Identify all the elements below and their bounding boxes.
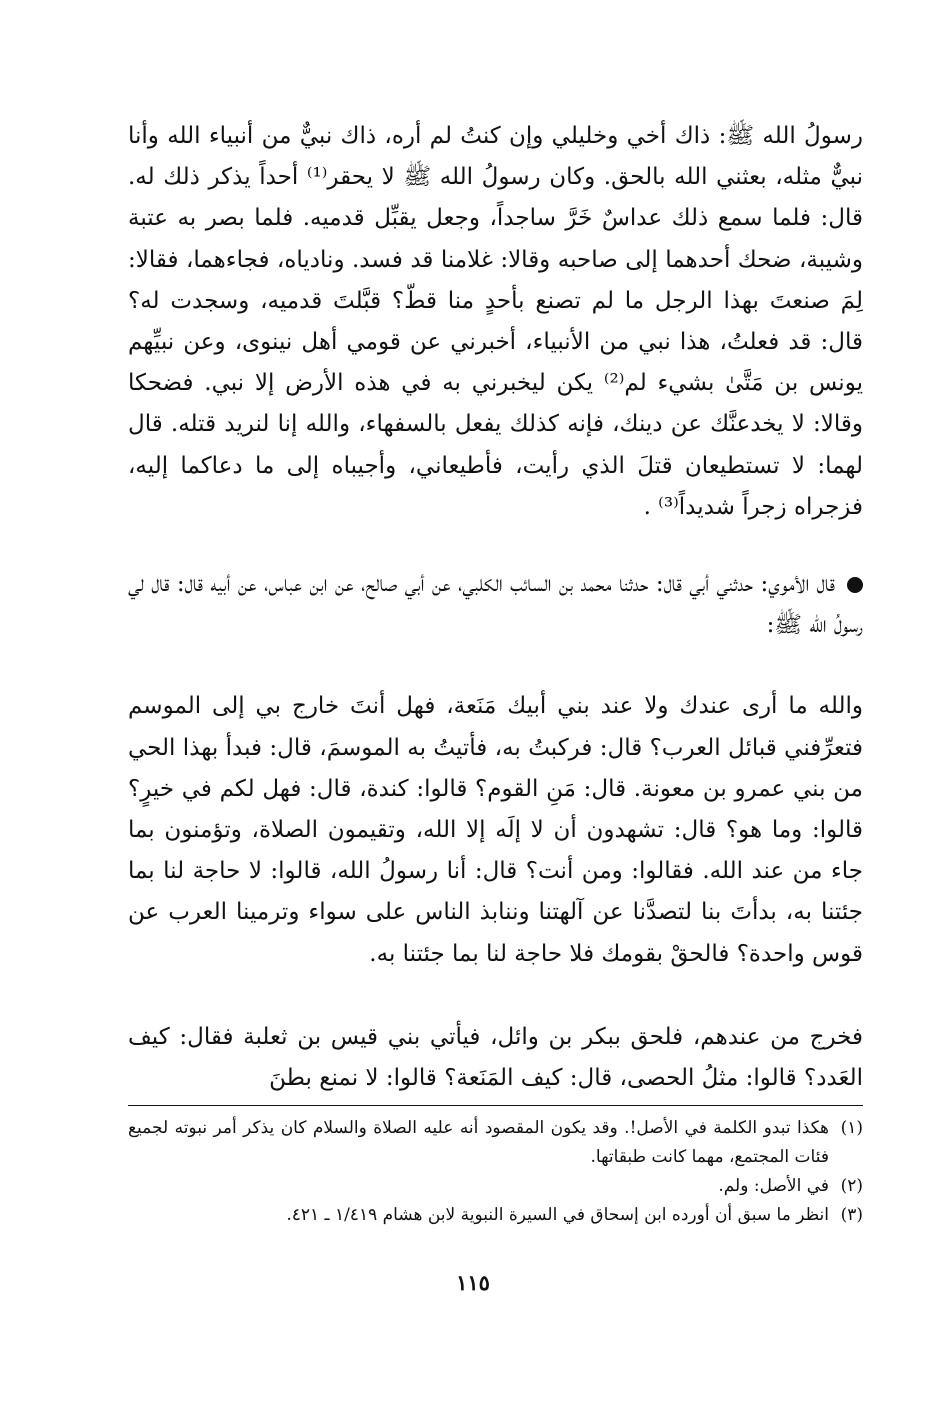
- main-paragraph-text: رسولُ الله ﷺ: ذاك أخي وخليلي وإن كنتُ لم أره، ذاك نبيٌّ من أنبياء الله وأنا نبيٌّ مثله، بعثني الله بالحق. وكان رسولُ الله ﷺ لا يحقر⁽¹⁾ أحداً يذكر ذلك له. قال: فلما سمع ذلك عداسٌ خَرَّ ساجداً، وجعل يقبِّل قدميه. فلما بصر به عتبة وشيبة، ضحك أحدهما إلى صاحبه وقالا: غلامنا قد فسد. ونادياه، فجاءهما، فقالا: لِمَ صنعتَ بهذا الرجل ما لم تصنع بأحدٍ منا قطّ؟ قبَّلتَ قدميه، وسجدت له؟ قال: قد فعلتُ، هذا نبي من الأنبياء، أخبرني عن قومي أهل نينوى، وعن نبيِّهم يونس بن مَتَّىٰ بشيء لم⁽²⁾ يكن ليخبرني به في هذه الأرض إلا نبي. فضحكا وقالا: لا يخدعنَّك عن دينك، فإنه كذلك يفعل بالسفهاء، والله إنا لنريد قتله. قال لهما: لا تستطيعان قتلَ الذي رأيت، فأطيعاني، وأجيباه إلى ما دعاكما إليه، فزجراه زجراً شديداً⁽³⁾ .: [128, 123, 863, 520]
- narration-paragraph: [128, 564, 863, 646]
- footnote-text: انظر ما سبق أن أورده ابن إسحاق في السيرة النبوية لابن هشام ١/٤١٩ ـ ٤٢١.: [286, 1205, 829, 1226]
- footnote-divider: [128, 1105, 863, 1106]
- quote-text: والله ما أرى عندك ولا عند بني أبيك مَنَعة، فهل أنتَ خارج بي إلى الموسم فتعرِّفني قبائل العرب؟ قال: فركبتُ به، فأتيتُ به الموسمَ، قال: فبدأ بهذا الحي من بني عمرو بن معونة. قال: مَنِ القوم؟ قالوا: كندة، قال: فهل لكم في خيرٍ؟ قالوا: وما هو؟ قال: تشهدون أن لا إلَه إلا الله، وتقيمون الصلاة، وتؤمنون بما جاء من عند الله. فقالوا: ومن أنت؟ قال: أنا رسولُ الله، قالوا: لا حاجة لنا بما جئتنا به، بدأتَ بنا لتصدَّنا عن آلهتنا وننابذ الناس على سواء وترمينا العرب عن قوس واحدة؟ فالحقْ بقومك فلا حاجة لنا بما جئتنا به.: [128, 693, 863, 967]
- footnote: [128, 1201, 863, 1230]
- footnote-mark: (١): [840, 1118, 863, 1139]
- page-number: ١١٥: [456, 1270, 490, 1295]
- footnote: [128, 1114, 863, 1172]
- footnote: [128, 1172, 863, 1201]
- closing-paragraph: [128, 1017, 863, 1099]
- footnote-mark: (٣): [840, 1205, 863, 1226]
- page-body: [128, 116, 863, 1230]
- bullet-icon: [847, 577, 863, 593]
- footnote-text: في الأصل: ولم.: [718, 1176, 829, 1197]
- narration-text: قال الأموي: حدثني أبي قال: حدثنا محمد بن السائب الكلبي، عن أبي صالح، عن ابن عباس، عن أبيه قال: قال لي رسولُ الله ﷺ:: [128, 571, 863, 639]
- footnotes: [128, 1114, 863, 1230]
- footnote-text: هكذا تبدو الكلمة في الأصل!. وقد يكون المقصود أنه عليه الصلاة والسلام كان يذكر أمر نبوته لجميع فئات المجتمع، مهما كانت طبقاتها.: [128, 1118, 829, 1168]
- footnote-mark: (٢): [840, 1176, 863, 1197]
- main-paragraph: [128, 116, 863, 528]
- quote-paragraph: [128, 686, 863, 974]
- closing-text: فخرج من عندهم، فلحق ببكر بن وائل، فيأتي بني قيس بن ثعلبة فقال: كيف العَدد؟ قالوا: مثلُ الحصى، قال: كيف المَنَعة؟ قالوا: لا نمنع بطنَ: [128, 1023, 863, 1092]
